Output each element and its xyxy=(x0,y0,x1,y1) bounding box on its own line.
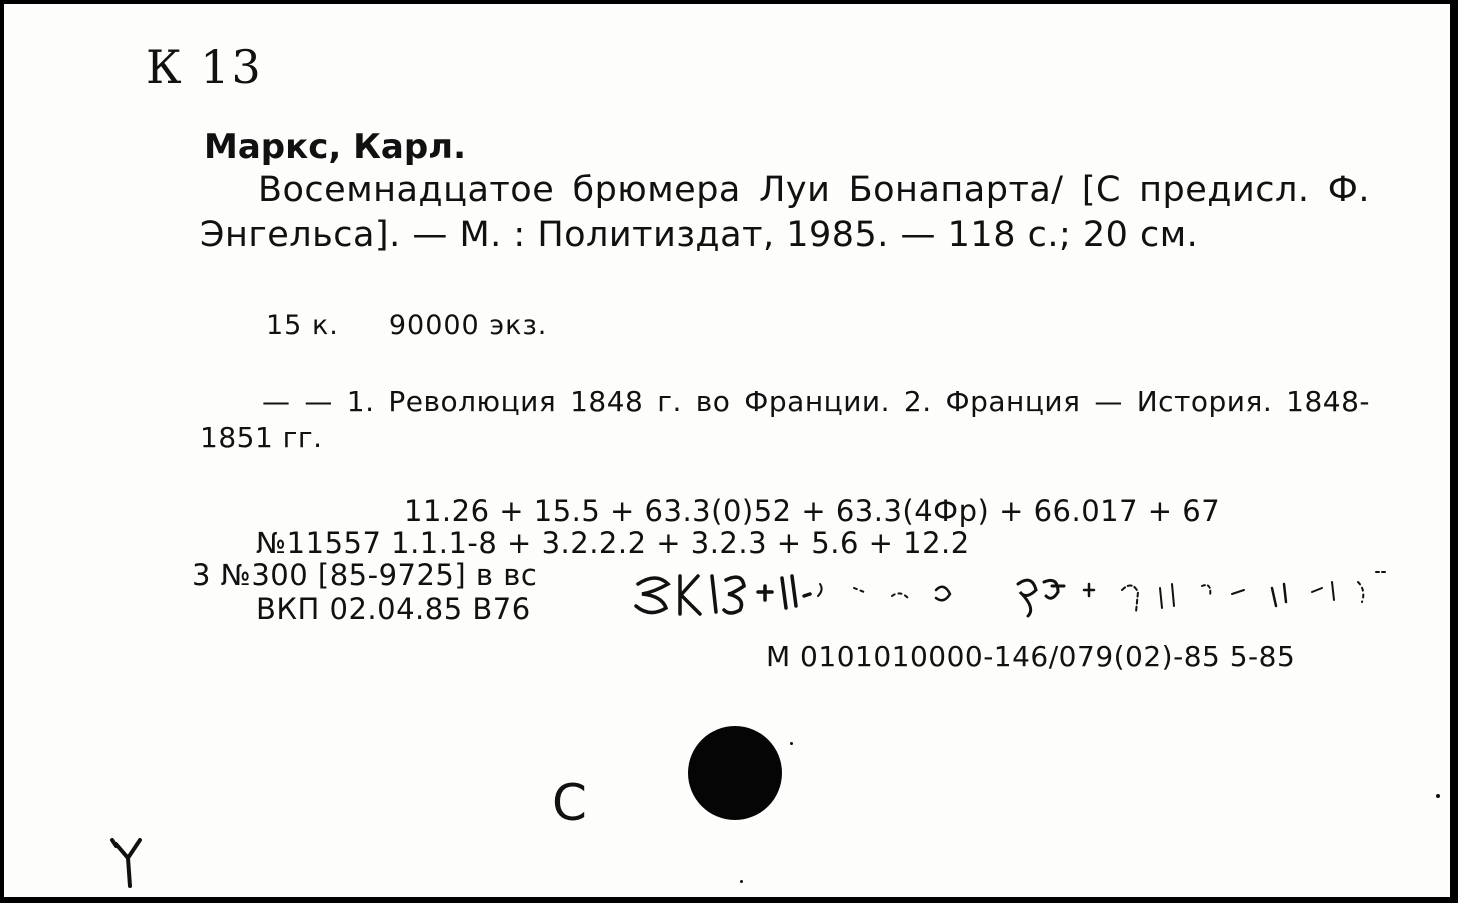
bibliographic-line-2: ВКП 02.04.85 В76 xyxy=(256,592,531,626)
classification-line-2: №11557 1.1.1-8 + 3.2.2.2 + 3.2.3 + 5.6 + 12.2 xyxy=(256,526,970,560)
handwritten-mark xyxy=(108,836,148,890)
speck xyxy=(740,880,743,883)
bottom-letter: С xyxy=(552,774,587,832)
bibliographic-line-1: 3 №300 [85-9725] в вс xyxy=(192,558,538,592)
title-statement: Восемнадцатое брюмера Луи Бонапарта/ [С предисл. Ф. Энгельса]. — М. : Политиздат, 1985. — 118 с.; 20 см. xyxy=(200,170,1370,255)
shelfmark: К 13 xyxy=(146,40,263,94)
speck xyxy=(1436,794,1440,798)
print-run: 90000 экз. xyxy=(388,310,548,341)
subject-headings: — — 1. Революция 1848 г. во Франции. 2. Франция — История. 1848-1851 гг. xyxy=(200,385,1370,454)
punch-hole xyxy=(688,726,782,820)
price-line xyxy=(266,310,547,341)
catalog-card xyxy=(4,4,1450,897)
author-heading: Маркс, Карл. xyxy=(204,127,466,167)
classification-line-1: 11.26 + 15.5 + 63.3(0)52 + 63.3(4Фр) + 66.017 + 67 xyxy=(404,494,1221,528)
price: 15 к. xyxy=(266,310,339,341)
catalog-code: М 0101010000-146/079(02)-85 5-85 xyxy=(766,640,1296,673)
speck xyxy=(790,742,793,745)
handwritten-annotation xyxy=(632,562,1392,622)
